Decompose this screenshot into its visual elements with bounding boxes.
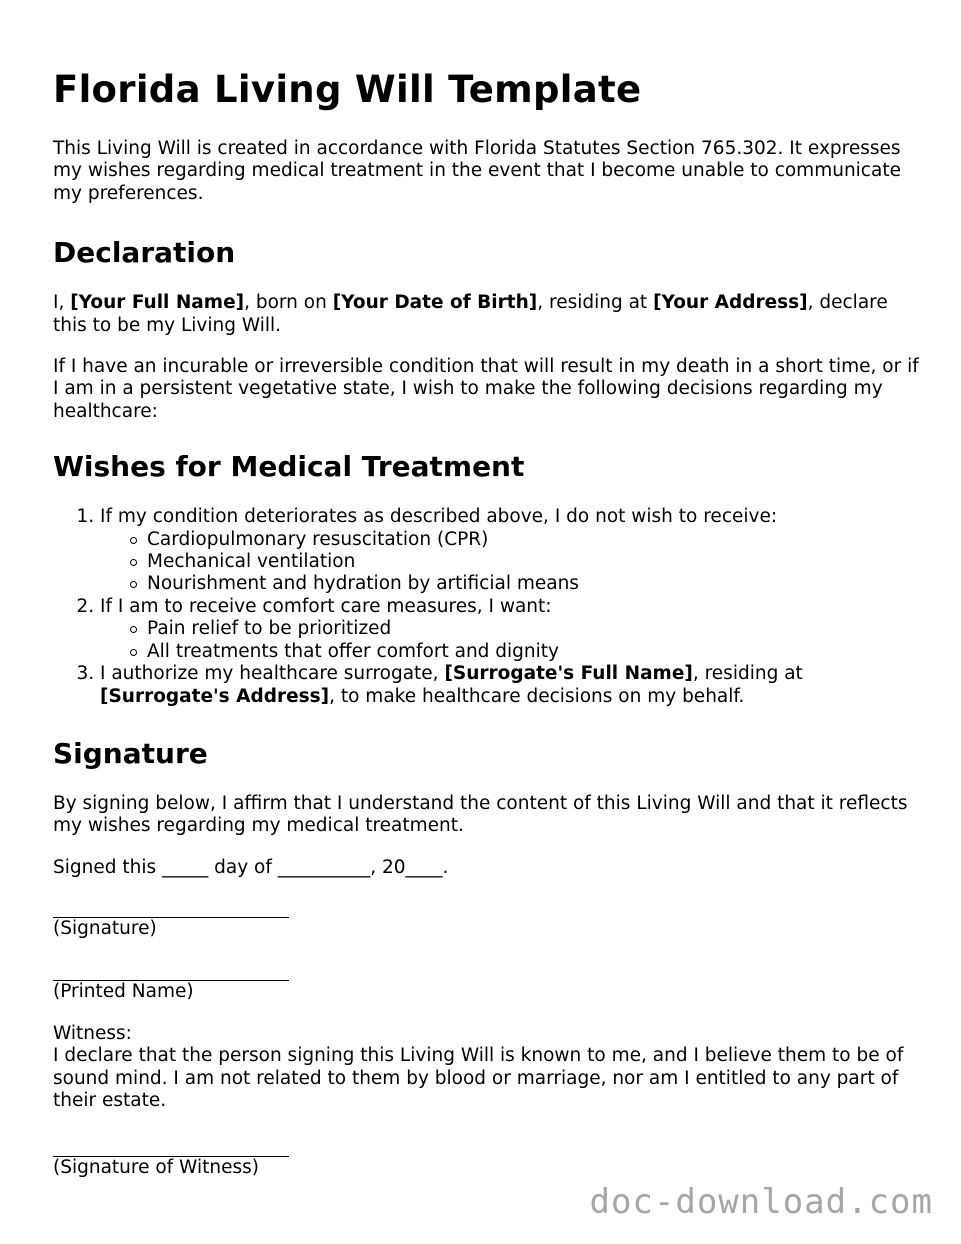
- signed-date-line: Signed this _____ day of __________, 20____.: [53, 856, 449, 878]
- intro-paragraph: This Living Will is created in accordance with Florida Statutes Section 765.302. It expresses my wishes regarding medical treatment in the event that I become unable to communicate my preferences.: [53, 138, 901, 204]
- wishes-sublist-1: [100, 529, 923, 596]
- witness-label: Witness:: [53, 1022, 132, 1044]
- declaration-text: , residing at: [537, 292, 654, 314]
- wishes-item-text: If my condition deteriorates as described above, I do not wish to receive:: [100, 506, 778, 528]
- witness-statement: [53, 1023, 923, 1113]
- sublist-item: All treatments that offer comfort and dignity: [147, 641, 923, 663]
- address-placeholder: [Your Address]: [653, 292, 808, 314]
- wishes-sublist-2: [100, 618, 923, 663]
- signature-label: (Signature): [53, 918, 157, 940]
- witness-signature-label: (Signature of Witness): [53, 1156, 259, 1178]
- wishes-item-text: , to make healthcare decisions on my behalf.: [329, 685, 745, 707]
- signature-line[interactable]: [53, 898, 289, 918]
- declaration-heading: Declaration: [53, 236, 236, 270]
- wishes-list: [53, 506, 923, 708]
- wishes-heading: Wishes for Medical Treatment: [53, 450, 525, 484]
- signature-block: [53, 898, 923, 940]
- wishes-item-1: [100, 506, 923, 596]
- full-name-placeholder: [Your Full Name]: [70, 292, 245, 314]
- declaration-text: , declare this to be my Living Will.: [53, 292, 888, 336]
- surrogate-address-placeholder: [Surrogate's Address]: [100, 685, 330, 707]
- wishes-item-text: If I am to receive comfort care measures, I want:: [100, 595, 552, 617]
- declaration-paragraph-2: If I have an incurable or irreversible condition that will result in my death in a short time, or if I am in a persistent vegetative state, I wish to make the following decisions regarding my healthcare:: [53, 356, 919, 422]
- witness-declaration: I declare that the person signing this Living Will is known to me, and I believe them to be of sound mind. I am not related to them by blood or marriage, nor am I entitled to any part of their estate.: [53, 1045, 904, 1112]
- signature-heading: Signature: [53, 736, 208, 770]
- sublist-item: Mechanical ventilation: [147, 551, 923, 573]
- wishes-item-3: [100, 663, 923, 708]
- printed-name-block: [53, 961, 923, 1003]
- witness-signature-block: [53, 1137, 923, 1179]
- sublist-item: Cardiopulmonary resuscitation (CPR): [147, 529, 923, 551]
- date-of-birth-placeholder: [Your Date of Birth]: [332, 292, 538, 314]
- sublist-item: Nourishment and hydration by artificial means: [147, 573, 923, 595]
- printed-name-line[interactable]: [53, 961, 289, 981]
- wishes-item-text: I authorize my healthcare surrogate,: [100, 663, 445, 685]
- declaration-text: , born on: [244, 292, 333, 314]
- declaration-text: I,: [53, 292, 71, 314]
- wishes-list-container: [53, 506, 923, 708]
- page-title: Florida Living Will Template: [53, 68, 642, 111]
- surrogate-name-placeholder: [Surrogate's Full Name]: [444, 663, 693, 685]
- witness-signature-line[interactable]: [53, 1137, 289, 1157]
- affirm-paragraph: By signing below, I affirm that I understand the content of this Living Will and that it reflects my wishes regarding my medical treatment.: [53, 792, 908, 837]
- document-page: [53, 62, 923, 1199]
- sublist-item: Pain relief to be prioritized: [147, 618, 923, 640]
- site-watermark: doc-download.com: [589, 1182, 933, 1222]
- printed-name-label: (Printed Name): [53, 980, 194, 1002]
- declaration-paragraph-1: [53, 292, 923, 337]
- wishes-item-text: , residing at: [692, 663, 803, 685]
- wishes-item-2: [100, 596, 923, 663]
